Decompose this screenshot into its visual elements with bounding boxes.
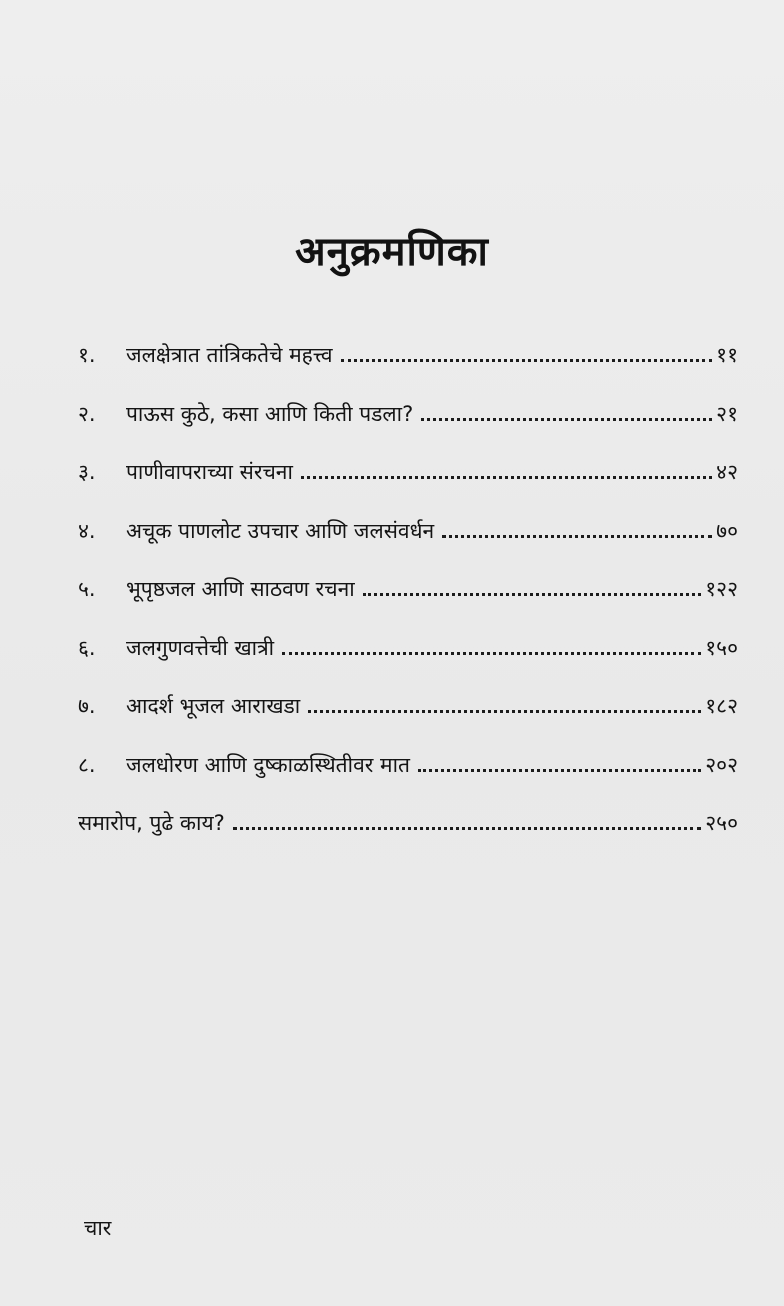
dot-leader <box>308 689 701 713</box>
dot-leader <box>418 748 701 772</box>
dot-leader <box>363 572 702 596</box>
toc-entry-4 <box>78 514 738 573</box>
toc-entry-page: १५० <box>705 635 738 660</box>
toc-entry-number: ७. <box>78 694 96 718</box>
toc-entry-7 <box>78 689 738 748</box>
toc-entry-title: आदर्श भूजल आराखडा <box>126 694 301 718</box>
toc-entry-page: २५० <box>705 811 738 835</box>
dot-leader <box>341 338 713 362</box>
toc-entry-3 <box>78 455 738 514</box>
dot-leader <box>301 455 712 479</box>
dot-leader <box>282 631 701 655</box>
toc-entry-title: जलगुणवत्तेची खात्री <box>126 635 275 660</box>
toc-entry-number: ६. <box>78 635 96 660</box>
toc-entry-title: भूपृष्ठजल आणि साठवण रचना <box>126 577 355 601</box>
toc-entry-number: ३. <box>78 460 96 484</box>
toc-entry-page: १२२ <box>705 577 738 601</box>
toc-entry-page: ११ <box>716 343 738 367</box>
toc-entry-title: अचूक पाणलोट उपचार आणि जलसंवर्धन <box>126 518 435 543</box>
toc-entry-number: ५. <box>78 577 96 601</box>
toc-entry-title: समारोप, पुढे काय? <box>78 811 225 835</box>
toc-entry-page: ७० <box>716 518 738 543</box>
toc-entry-page: २०२ <box>705 752 738 777</box>
toc-entry-page: २१ <box>716 401 738 426</box>
toc-entry-page: ४२ <box>716 460 738 484</box>
toc-entry-number: ४. <box>78 518 96 543</box>
toc-entry-1 <box>78 338 738 397</box>
page-title: अनुक्रमणिका <box>295 229 489 275</box>
dot-leader <box>233 806 701 830</box>
page-number-footer: चार <box>84 1216 112 1240</box>
toc-entry-number: १. <box>78 343 96 367</box>
table-of-contents <box>78 338 738 865</box>
toc-entry-conclusion <box>78 806 738 865</box>
toc-entry-title: जलक्षेत्रात तांत्रिकतेचे महत्त्व <box>126 343 333 367</box>
dot-leader <box>421 397 712 421</box>
toc-entry-title: जलधोरण आणि दुष्काळस्थितीवर मात <box>126 752 410 777</box>
toc-entry-2 <box>78 397 738 456</box>
dot-leader <box>442 514 712 538</box>
toc-entry-8 <box>78 748 738 807</box>
toc-entry-title: पाणीवापराच्या संरचना <box>126 460 293 484</box>
toc-entry-5 <box>78 572 738 631</box>
toc-entry-page: १८२ <box>705 694 738 718</box>
toc-entry-title: पाऊस कुठे, कसा आणि किती पडला? <box>126 401 414 426</box>
toc-entry-number: ८. <box>78 752 96 777</box>
toc-entry-6 <box>78 631 738 690</box>
toc-entry-number: २. <box>78 401 96 426</box>
